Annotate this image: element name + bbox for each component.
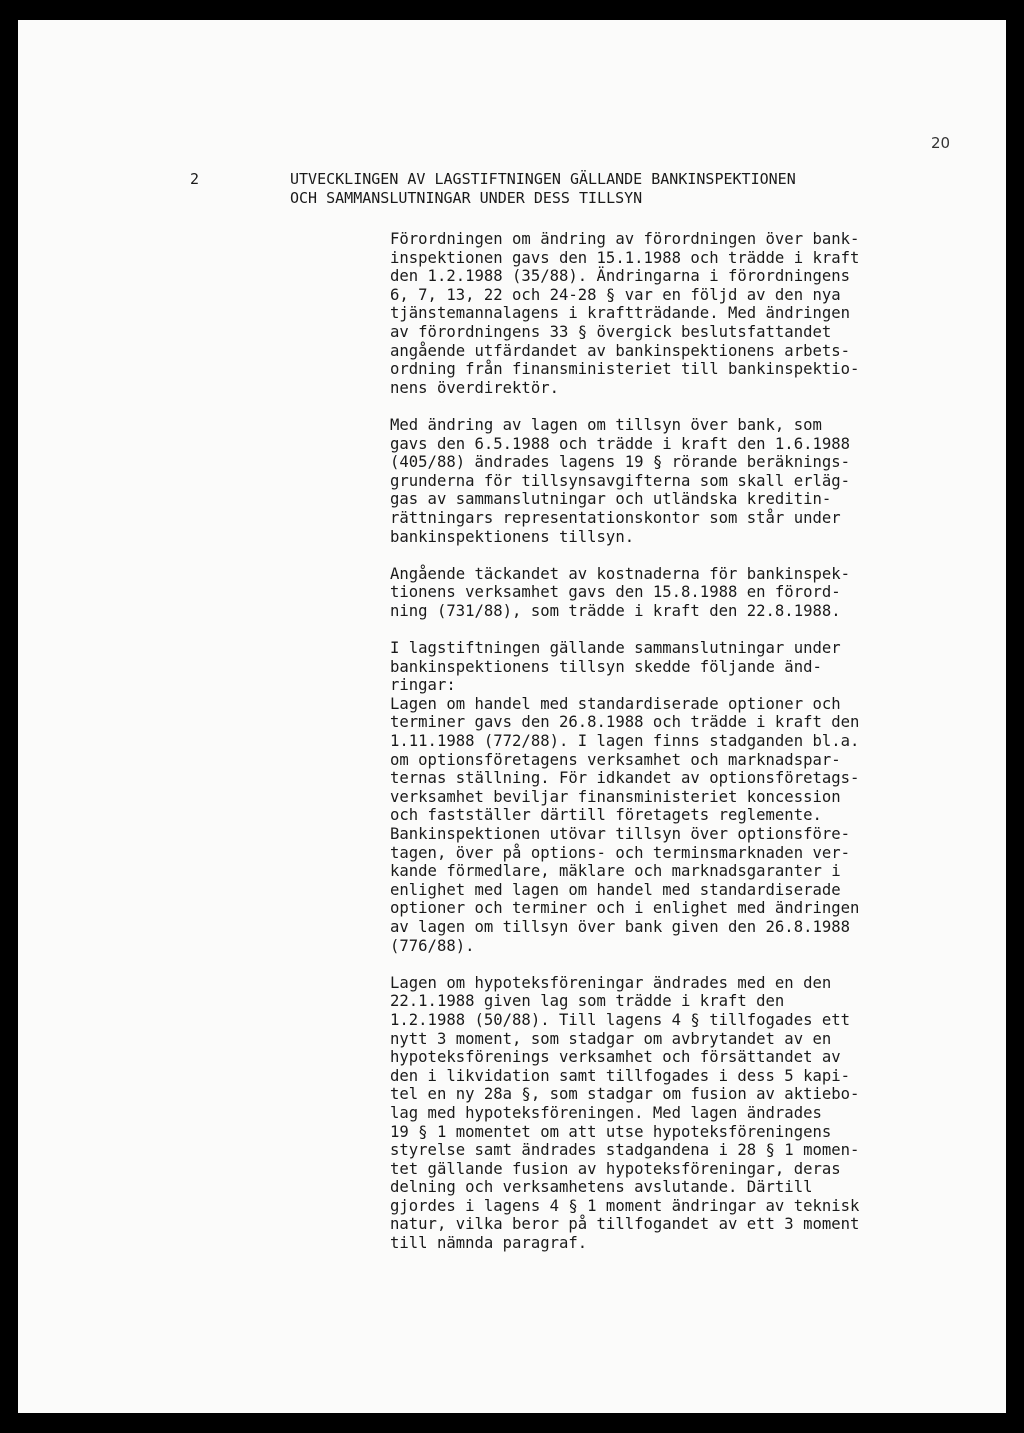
text-line: och fastställer därtill företagets reglemente.: [390, 806, 822, 825]
paragraph: [390, 230, 990, 397]
text-line: verksamhet beviljar finansministeriet koncession: [390, 787, 841, 806]
text-line: den 1.2.1988 (35/88). Ändringarna i förordningens: [390, 267, 851, 286]
text-line: tet gällande fusion av hypoteksföreningar, deras: [390, 1159, 841, 1178]
section-number: 2: [190, 170, 200, 188]
text-line: 22.1.1988 given lag som trädde i kraft den: [390, 992, 785, 1011]
text-line: natur, vilka beror på tillfogandet av ett 3 moment: [390, 1215, 860, 1234]
text-line: ringar:: [390, 676, 456, 695]
text-line: av lagen om tillsyn över bank given den 26.8.1988: [390, 917, 851, 936]
text-line: Med ändring av lagen om tillsyn över bank, som: [390, 415, 822, 434]
text-line: optioner och terminer och i enlighet med ändringen: [390, 899, 860, 918]
text-line: I lagstiftningen gällande sammanslutningar under: [390, 639, 841, 658]
text-line: till nämnda paragraf.: [390, 1234, 588, 1253]
text-line: ordning från finansministeriet till bankinspektio-: [390, 360, 860, 379]
text-line: gas av sammanslutningar och utländska kreditin-: [390, 490, 832, 509]
text-line: grunderna för tillsynsavgifterna som skall erläg-: [390, 471, 851, 490]
text-line: terminer gavs den 26.8.1988 och trädde i kraft den: [390, 713, 860, 732]
text-line: Förordningen om ändring av förordningen över bank-: [390, 230, 860, 248]
text-line: bankinspektionens tillsyn.: [390, 527, 635, 546]
text-line: ning (731/88), som trädde i kraft den 22.8.1988.: [390, 601, 841, 620]
text-line: rättningars representationskontor som står under: [390, 508, 841, 527]
text-line: tagen, över på options- och terminsmarknaden ver-: [390, 843, 851, 862]
text-line: den i likvidation samt tillfogades i dess 5 kapi-: [390, 1066, 851, 1085]
section-heading: [290, 170, 796, 208]
paragraph: [390, 565, 990, 621]
paragraph: [390, 974, 990, 1253]
text-line: lag med hypoteksföreningen. Med lagen ändrades: [390, 1103, 822, 1122]
text-line: 19 § 1 momentet om att utse hypoteksföreningens: [390, 1122, 832, 1141]
text-line: enlighet med lagen om handel med standardiserade: [390, 880, 841, 899]
section-heading-line: OCH SAMMANSLUTNINGAR UNDER DESS TILLSYN: [290, 189, 643, 207]
text-line: delning och verksamhetens avslutande. Därtill: [390, 1178, 813, 1197]
text-line: av förordningens 33 § övergick beslutsfattandet: [390, 322, 832, 341]
text-line: tionens verksamhet gavs den 15.8.1988 en förord-: [390, 583, 841, 602]
text-line: kande förmedlare, mäklare och marknadsgaranter i: [390, 862, 841, 881]
text-line: bankinspektionens tillsyn skedde följande änd-: [390, 657, 822, 676]
paragraph: [390, 639, 990, 955]
text-line: tel en ny 28a §, som stadgar om fusion av aktiebo-: [390, 1085, 860, 1104]
text-line: hypoteksförenings verksamhet och försättandet av: [390, 1048, 841, 1067]
text-line: Bankinspektionen utövar tillsyn över optionsföre-: [390, 825, 851, 843]
page-number: 20: [931, 134, 951, 152]
text-line: tjänstemannalagens i kraftträdande. Med ändringen: [390, 304, 851, 323]
text-line: Angående täckandet av kostnaderna för bankinspek-: [390, 564, 851, 583]
text-line: styrelse samt ändrades stadgandena i 28 § 1 momen-: [390, 1141, 860, 1160]
text-line: Lagen om handel med standardiserade optioner och: [390, 694, 841, 713]
text-line: om optionsföretagens verksamhet och marknadspar-: [390, 750, 841, 769]
text-line: gavs den 6.5.1988 och trädde i kraft den 1.6.1988: [390, 434, 851, 453]
text-line: gjordes i lagens 4 § 1 moment ändringar av teknisk: [390, 1196, 860, 1215]
text-line: nytt 3 moment, som stadgar om avbrytandet av en: [390, 1029, 832, 1048]
text-line: inspektionen gavs den 15.1.1988 och trädde i kraft: [390, 248, 860, 267]
document-page: [18, 20, 1006, 1413]
text-line: nens överdirektör.: [390, 378, 559, 397]
text-line: ternas ställning. För idkandet av optionsföretags-: [390, 769, 860, 788]
text-line: 1.2.1988 (50/88). Till lagens 4 § tillfogades ett: [390, 1010, 851, 1029]
body-text: [390, 230, 990, 1271]
text-line: angående utfärdandet av bankinspektionens arbets-: [390, 341, 851, 360]
text-line: 1.11.1988 (772/88). I lagen finns stadganden bl.a.: [390, 732, 860, 751]
text-line: (405/88) ändrades lagens 19 § rörande beräknings-: [390, 453, 851, 472]
text-line: Lagen om hypoteksföreningar ändrades med en den: [390, 973, 832, 992]
text-line: (776/88).: [390, 936, 475, 955]
paragraph: [390, 416, 990, 546]
text-line: 6, 7, 13, 22 och 24-28 § var en följd av den nya: [390, 285, 841, 304]
section-heading-line: UTVECKLINGEN AV LAGSTIFTNINGEN GÄLLANDE BANKINSPEKTIONEN: [290, 170, 796, 188]
